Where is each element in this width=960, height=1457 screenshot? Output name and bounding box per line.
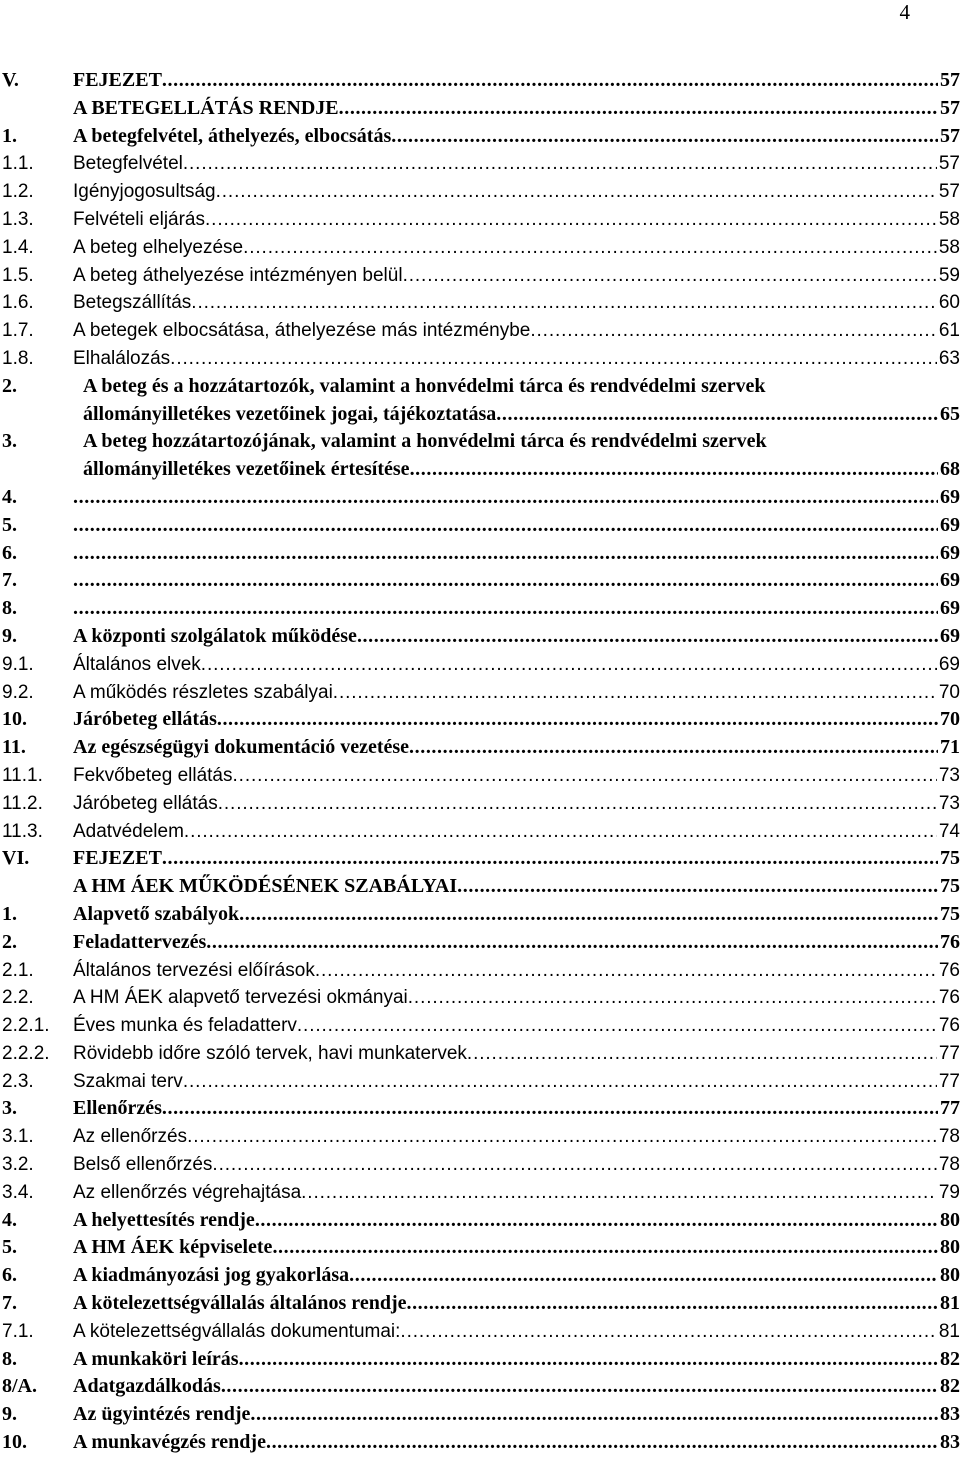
toc-entry-title: Az ügyintézés rendje <box>73 1403 251 1426</box>
page-number: 4 <box>899 0 910 24</box>
toc-entry[interactable] <box>2 873 960 901</box>
dot-leader <box>221 1373 938 1401</box>
dot-leader <box>406 1290 938 1318</box>
dot-leader <box>272 1234 938 1262</box>
toc-entry-page: 75 <box>940 847 960 870</box>
toc-entry-page: 80 <box>940 1264 960 1287</box>
toc-entry-number: 3.2. <box>2 1154 34 1176</box>
toc-entry[interactable] <box>2 734 960 762</box>
toc-entry[interactable] <box>2 957 960 985</box>
toc-entry-page: 76 <box>938 987 960 1009</box>
dot-leader <box>183 150 937 178</box>
toc-entry[interactable] <box>2 595 960 623</box>
toc-entry-number: 1.3. <box>2 208 34 230</box>
toc-entry[interactable] <box>2 1179 960 1207</box>
dot-leader <box>212 1151 936 1179</box>
toc-entry-page: 59 <box>938 264 960 286</box>
toc-entry[interactable] <box>2 1262 960 1290</box>
toc-entry-number: 11. <box>2 736 26 759</box>
toc-entry[interactable] <box>2 1234 960 1262</box>
toc-entry-title: A kötelezettségvállalás dokumentumai: <box>73 1320 401 1342</box>
toc-entry-title: Fekvőbeteg ellátás <box>73 764 233 786</box>
toc-entry-number: 9. <box>2 1403 17 1426</box>
toc-entry[interactable] <box>2 790 960 818</box>
toc-entry-page: 74 <box>938 820 960 842</box>
toc-entry[interactable] <box>2 762 960 790</box>
toc-entry-title: Betegszállítás <box>73 292 192 314</box>
toc-entry-number: 6. <box>2 541 17 564</box>
toc-entry[interactable] <box>2 1207 960 1235</box>
dot-leader <box>357 623 938 651</box>
toc-entry-page: 77 <box>938 1042 960 1064</box>
toc-entry-title: A helyettesítés rendje <box>73 1208 255 1231</box>
dot-leader <box>408 984 937 1012</box>
dot-leader <box>301 1179 937 1207</box>
toc-entry[interactable] <box>2 901 960 929</box>
toc-entry-title: állományilletékes vezetőinek jogai, tájékoztatása <box>83 402 497 425</box>
toc-entry-title: Az egészségügyi dokumentáció vezetése <box>73 736 410 759</box>
toc-entry[interactable] <box>2 623 960 651</box>
toc-entry[interactable] <box>2 428 960 484</box>
toc-entry-title: Alapvető szabályok <box>73 902 240 925</box>
toc-entry-page: 69 <box>940 569 960 592</box>
toc-entry-number: 7.1. <box>2 1320 34 1342</box>
dot-leader <box>297 1012 937 1040</box>
toc-entry-number: 5. <box>2 1236 17 1259</box>
dot-leader <box>467 1040 937 1068</box>
toc-entry[interactable] <box>2 845 960 873</box>
toc-entry-page: 73 <box>938 792 960 814</box>
toc-entry-number: 11.3. <box>2 820 43 842</box>
dot-leader <box>73 567 938 595</box>
toc-entry-number: 8. <box>2 1347 17 1370</box>
toc-entry-number: V. <box>2 69 19 91</box>
toc-entry[interactable] <box>2 150 960 178</box>
toc-entry-title: Általános tervezési előírások <box>73 959 315 981</box>
toc-entry[interactable] <box>2 706 960 734</box>
dot-leader <box>184 818 937 846</box>
toc-entry-number: 3. <box>2 1097 17 1120</box>
dot-leader <box>216 178 937 206</box>
toc-entry-title: A központi szolgálatok működése <box>73 624 357 647</box>
toc-entry-page: 57 <box>938 181 960 203</box>
toc-entry-number: 1.5. <box>2 264 34 286</box>
toc-entry-title: A HM ÁEK képviselete <box>73 1236 273 1259</box>
dot-leader <box>400 1318 936 1346</box>
dot-leader <box>349 1262 938 1290</box>
toc-entry[interactable] <box>2 540 960 568</box>
toc-entry-title: A betegfelvétel, áthelyezés, elbocsátás <box>73 124 392 147</box>
toc-entry-title: Elhalálozás <box>73 347 171 369</box>
toc-entry-page: 69 <box>940 597 960 620</box>
toc-entry[interactable] <box>2 984 960 1012</box>
toc-entry[interactable] <box>2 1040 960 1068</box>
toc-entry[interactable] <box>2 1346 960 1374</box>
dot-leader <box>496 401 938 429</box>
dot-leader <box>333 679 937 707</box>
toc-entry-page: 75 <box>940 875 960 898</box>
toc-entry[interactable] <box>2 234 960 262</box>
dot-leader <box>73 595 938 623</box>
toc-entry[interactable] <box>2 95 960 123</box>
toc-entry-number: 3.1. <box>2 1126 34 1148</box>
toc-entry-number: 2.2.2. <box>2 1042 50 1064</box>
toc-entry-page: 69 <box>940 485 960 508</box>
toc-entry-number: 2.1. <box>2 959 34 981</box>
toc-entry-page: 69 <box>940 624 960 647</box>
toc-entry-number: 11.2. <box>2 792 43 814</box>
toc-entry-number: 8. <box>2 597 17 620</box>
toc-entry[interactable] <box>2 1151 960 1179</box>
toc-entry-page: 69 <box>940 541 960 564</box>
toc-entry[interactable] <box>2 512 960 540</box>
toc-entry-number: 2.3. <box>2 1070 34 1092</box>
toc-entry-title: Az ellenőrzés <box>73 1126 188 1148</box>
toc-entry-number: 4. <box>2 485 17 508</box>
toc-entry-title: Belső ellenőrzés <box>73 1154 213 1176</box>
toc-entry-title: A beteg elhelyezése <box>73 236 244 258</box>
toc-entry-page: 81 <box>940 1292 960 1315</box>
toc-entry-page: 57 <box>940 69 960 91</box>
toc-entry-page: 63 <box>938 347 960 369</box>
toc-entry-number: 3.4. <box>2 1181 34 1203</box>
toc-entry[interactable] <box>2 929 960 957</box>
toc-entry-number: 1. <box>2 124 17 147</box>
dot-leader <box>183 1068 937 1096</box>
toc-entry-title: A BETEGELLÁTÁS RENDJE <box>73 96 339 119</box>
toc-entry-page: 57 <box>940 96 960 119</box>
toc-entry-page: 69 <box>938 653 960 675</box>
toc-entry-page: 83 <box>940 1431 960 1454</box>
toc-entry-page: 71 <box>940 736 960 759</box>
dot-leader <box>339 95 938 123</box>
dot-leader <box>218 790 937 818</box>
table-of-contents <box>2 67 960 1457</box>
toc-entry[interactable] <box>2 484 960 512</box>
toc-entry-page: 76 <box>938 959 960 981</box>
toc-entry-title: A kiadmányozási jog gyakorlása <box>73 1264 350 1287</box>
toc-entry-title: Általános elvek <box>73 653 201 675</box>
toc-entry[interactable] <box>2 679 960 707</box>
toc-entry-title: Betegfelvétel <box>73 153 183 175</box>
toc-entry-title: Az ellenőrzés végrehajtása <box>73 1181 302 1203</box>
dot-leader <box>409 734 938 762</box>
toc-entry-title: FEJEZET <box>73 847 162 870</box>
toc-entry-number: 1.2. <box>2 181 34 203</box>
toc-entry[interactable] <box>2 1095 960 1123</box>
dot-leader <box>239 901 938 929</box>
toc-entry[interactable] <box>2 178 960 206</box>
toc-entry-title: A működés részletes szabályai <box>73 681 333 703</box>
dot-leader <box>315 957 937 985</box>
toc-entry[interactable] <box>2 67 960 95</box>
toc-entry-page: 76 <box>938 1015 960 1037</box>
toc-entry-page: 82 <box>940 1375 960 1398</box>
dot-leader <box>239 1346 938 1374</box>
toc-entry-number: 3. <box>2 430 17 453</box>
toc-entry-title: állományilletékes vezetőinek értesítése <box>83 458 410 481</box>
toc-entry-page: 76 <box>940 930 960 953</box>
toc-entry[interactable] <box>2 1012 960 1040</box>
toc-entry-page: 77 <box>940 1097 960 1120</box>
toc-entry-page: 77 <box>938 1070 960 1092</box>
toc-entry-number: 10. <box>2 708 27 731</box>
toc-entry-title: Adatvédelem <box>73 820 184 842</box>
toc-entry-number: 1.4. <box>2 236 34 258</box>
toc-entry-title: Igényjogosultság <box>73 181 216 203</box>
toc-entry-number: 1.7. <box>2 320 34 342</box>
toc-entry-number: 6. <box>2 1264 17 1287</box>
dot-leader <box>73 484 938 512</box>
dot-leader <box>162 67 938 95</box>
dot-leader <box>391 123 938 151</box>
toc-entry-number: 7. <box>2 1292 17 1315</box>
toc-entry[interactable] <box>2 317 960 345</box>
toc-entry-page: 61 <box>938 320 960 342</box>
toc-entry-page: 68 <box>940 458 960 481</box>
dot-leader <box>217 706 938 734</box>
dot-leader <box>73 512 938 540</box>
dot-leader <box>206 929 938 957</box>
toc-entry-number: 8/A. <box>2 1375 37 1398</box>
toc-entry-page: 80 <box>940 1208 960 1231</box>
toc-entry-title: FEJEZET <box>73 69 162 91</box>
toc-entry-page: 70 <box>938 681 960 703</box>
toc-entry-number: 2.2. <box>2 987 34 1009</box>
toc-entry-title: Rövidebb időre szóló tervek, havi munkatervek <box>73 1042 467 1064</box>
dot-leader <box>191 289 937 317</box>
toc-entry[interactable] <box>2 345 960 373</box>
toc-entry-title: Adatgazdálkodás <box>73 1375 221 1398</box>
dot-leader <box>73 540 938 568</box>
toc-entry-page: 79 <box>938 1181 960 1203</box>
toc-entry-title-line: A beteg és a hozzátartozók, valamint a honvédelmi tárca és rendvédelmi szervek <box>83 374 766 397</box>
toc-entry-page: 75 <box>940 902 960 925</box>
toc-entry[interactable] <box>2 1318 960 1346</box>
toc-entry[interactable] <box>2 1123 960 1151</box>
dot-leader <box>170 345 937 373</box>
toc-entry-page: 82 <box>940 1347 960 1370</box>
toc-entry-page: 69 <box>940 513 960 536</box>
toc-entry-page: 58 <box>938 208 960 230</box>
toc-entry-number: 4. <box>2 1208 17 1231</box>
dot-leader <box>162 845 938 873</box>
toc-entry-page: 60 <box>938 292 960 314</box>
toc-entry-title: A munkavégzés rendje <box>73 1431 266 1454</box>
dot-leader <box>457 873 938 901</box>
toc-entry-title: Feladattervezés <box>73 930 207 953</box>
toc-entry-number: 2.2.1. <box>2 1015 50 1037</box>
toc-entry-title: A munkaköri leírás <box>73 1347 239 1370</box>
dot-leader <box>162 1095 938 1123</box>
dot-leader <box>255 1207 938 1235</box>
toc-entry-number: 2. <box>2 374 17 397</box>
toc-entry-page: 78 <box>938 1126 960 1148</box>
toc-entry-page: 65 <box>940 402 960 425</box>
toc-entry[interactable] <box>2 818 960 846</box>
toc-entry-page: 80 <box>940 1236 960 1259</box>
toc-entry-title: A beteg áthelyezése intézményen belül <box>73 264 403 286</box>
toc-entry-title-line: A beteg hozzátartozójának, valamint a honvédelmi tárca és rendvédelmi szervek <box>83 430 767 453</box>
toc-entry[interactable] <box>2 262 960 290</box>
toc-entry-number: 1.8. <box>2 347 34 369</box>
toc-entry[interactable] <box>2 373 960 429</box>
toc-entry-page: 58 <box>938 236 960 258</box>
toc-entry-title: A kötelezettségvállalás általános rendje <box>73 1292 407 1315</box>
toc-entry-title: Ellenőrzés <box>73 1097 162 1120</box>
dot-leader <box>243 234 937 262</box>
dot-leader <box>201 651 937 679</box>
toc-entry-title: Járóbeteg ellátás <box>73 708 217 731</box>
toc-entry-page: 78 <box>938 1154 960 1176</box>
toc-entry[interactable] <box>2 1290 960 1318</box>
toc-entry[interactable] <box>2 1401 960 1429</box>
dot-leader <box>233 762 937 790</box>
dot-leader <box>403 262 937 290</box>
toc-entry-number: 9. <box>2 624 17 647</box>
toc-entry-number: 7. <box>2 569 17 592</box>
toc-entry[interactable] <box>2 1068 960 1096</box>
toc-entry[interactable] <box>2 123 960 151</box>
toc-entry[interactable] <box>2 567 960 595</box>
dot-leader <box>410 456 938 484</box>
toc-entry-page: 83 <box>940 1403 960 1426</box>
toc-entry-title: Éves munka és feladatterv <box>73 1015 297 1037</box>
toc-entry-page: 73 <box>938 764 960 786</box>
toc-entry-number: 9.2. <box>2 681 34 703</box>
dot-leader <box>250 1401 938 1429</box>
toc-entry-number: 1.6. <box>2 292 34 314</box>
toc-entry-number: 10. <box>2 1431 27 1454</box>
toc-entry-title: Járóbeteg ellátás <box>73 792 218 814</box>
toc-entry-title: Felvételi eljárás <box>73 208 205 230</box>
toc-entry-page: 57 <box>940 124 960 147</box>
toc-entry[interactable] <box>2 289 960 317</box>
toc-entry[interactable] <box>2 206 960 234</box>
toc-entry-title: A betegek elbocsátása, áthelyezése más intézménybe <box>73 320 531 342</box>
toc-entry-number: 9.1. <box>2 653 34 675</box>
toc-entry[interactable] <box>2 1373 960 1401</box>
toc-entry[interactable] <box>2 651 960 679</box>
toc-entry-number: 1.1. <box>2 153 34 175</box>
toc-entry-title: A HM ÁEK alapvető tervezési okmányai <box>73 987 408 1009</box>
toc-entry-number: 5. <box>2 513 17 536</box>
dot-leader <box>530 317 937 345</box>
toc-entry-number: 1. <box>2 902 17 925</box>
toc-entry-number: 2. <box>2 930 17 953</box>
toc-entry-page: 57 <box>938 153 960 175</box>
toc-entry-number: VI. <box>2 847 30 870</box>
toc-entry-page: 70 <box>940 708 960 731</box>
toc-entry-title: Szakmai terv <box>73 1070 183 1092</box>
dot-leader <box>205 206 937 234</box>
toc-entry-page: 81 <box>938 1320 960 1342</box>
toc-entry-number: 11.1. <box>2 764 43 786</box>
toc-entry-title: A HM ÁEK MŰKÖDÉSÉNEK SZABÁLYAI <box>73 875 458 898</box>
dot-leader <box>187 1123 937 1151</box>
